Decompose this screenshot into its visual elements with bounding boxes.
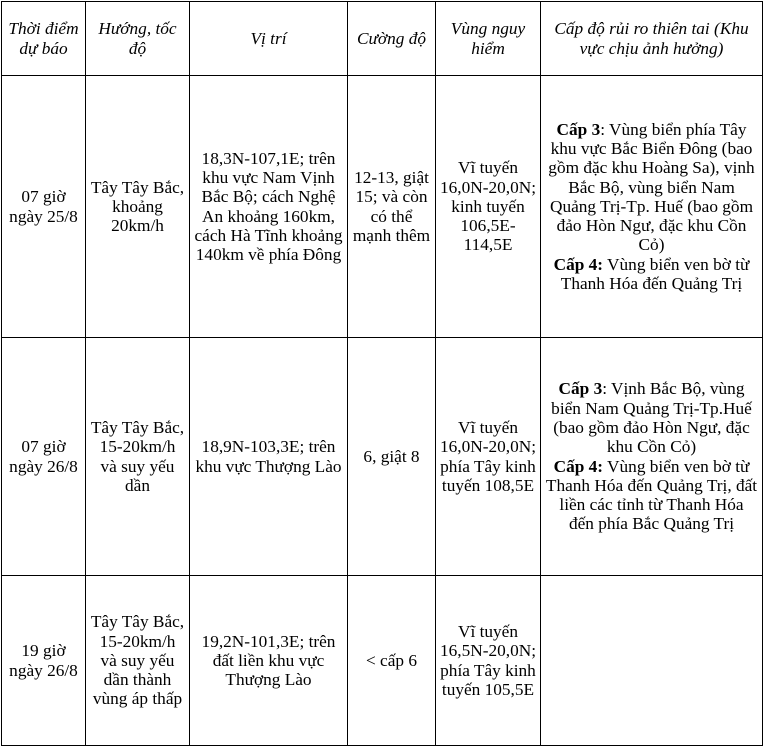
table-row — [2, 576, 763, 746]
risk-level-label: Cấp 4: — [553, 254, 604, 274]
header-time: Thời điểm dự báo — [2, 2, 86, 76]
cell-direction: Tây Tây Bắc, 15-20km/h và suy yếu dần thành vùng áp thấp — [86, 576, 190, 746]
cell-danger-zone: Vĩ tuyến 16,0N-20,0N; phía Tây kinh tuyến 108,5E — [436, 338, 541, 576]
cell-direction: Tây Tây Bắc, khoảng 20km/h — [86, 76, 190, 338]
risk-entry — [545, 255, 758, 294]
cell-intensity: 12-13, giật 15; và còn có thể mạnh thêm — [348, 76, 436, 338]
cell-intensity: < cấp 6 — [348, 576, 436, 746]
risk-area-text: Vùng biển ven bờ từ Thanh Hóa đến Quảng Trị, đất liền các tỉnh từ Thanh Hóa đến phía Bắc Quảng Trị — [545, 456, 758, 534]
risk-area-text: : Vịnh Bắc Bộ, vùng biển Nam Quảng Trị-Tp.Huế (bao gồm đảo Hòn Ngư, đặc khu Cồn Cỏ) — [551, 379, 752, 457]
cell-risk-empty — [541, 576, 763, 746]
header-position: Vị trí — [190, 2, 348, 76]
cell-position: 18,3N-107,1E; trên khu vực Nam Vịnh Bắc Bộ; cách Nghệ An khoảng 160km, cách Hà Tĩnh khoảng 140km về phía Đông — [190, 76, 348, 338]
cell-danger-zone: Vĩ tuyến 16,0N-20,0N; kinh tuyến 106,5E-114,5E — [436, 76, 541, 338]
risk-area-text: Vùng biển ven bờ từ Thanh Hóa đến Quảng Trị — [560, 254, 750, 294]
header-intensity: Cường độ — [348, 2, 436, 76]
cell-risk — [541, 76, 763, 338]
risk-level-label: Cấp 4: — [553, 456, 604, 476]
cell-time: 19 giờ ngày 26/8 — [2, 576, 86, 746]
header-direction: Hướng, tốc độ — [86, 2, 190, 76]
cell-time: 07 giờ ngày 26/8 — [2, 338, 86, 576]
risk-area-text: : Vùng biển phía Tây khu vực Bắc Biển Đông (bao gồm đặc khu Hoàng Sa), vịnh Bắc Bộ, vùng biển Nam Quảng Trị-Tp. Huế (bao gồm đảo Hòn Ngư, đặc khu Cồn Cỏ) — [548, 119, 755, 255]
risk-entry — [545, 457, 758, 534]
cell-danger-zone: Vĩ tuyến 16,5N-20,0N; phía Tây kinh tuyến 105,5E — [436, 576, 541, 746]
risk-entry — [545, 379, 758, 456]
table-row — [2, 338, 763, 576]
cell-time: 07 giờ ngày 25/8 — [2, 76, 86, 338]
cell-intensity: 6, giật 8 — [348, 338, 436, 576]
header-danger-zone: Vùng nguy hiểm — [436, 2, 541, 76]
header-risk: Cấp độ rủi ro thiên tai (Khu vực chịu ảnh hưởng) — [541, 2, 763, 76]
header-row — [2, 2, 763, 76]
risk-level-label: Cấp 3 — [556, 119, 601, 139]
risk-entry — [545, 120, 758, 255]
risk-level-label: Cấp 3 — [558, 379, 603, 399]
cell-direction: Tây Tây Bắc, 15-20km/h và suy yếu dần — [86, 338, 190, 576]
table-row — [2, 76, 763, 338]
cell-risk — [541, 338, 763, 576]
cell-position: 19,2N-101,3E; trên đất liền khu vực Thượng Lào — [190, 576, 348, 746]
cell-position: 18,9N-103,3E; trên khu vực Thượng Lào — [190, 338, 348, 576]
forecast-table — [1, 1, 763, 746]
